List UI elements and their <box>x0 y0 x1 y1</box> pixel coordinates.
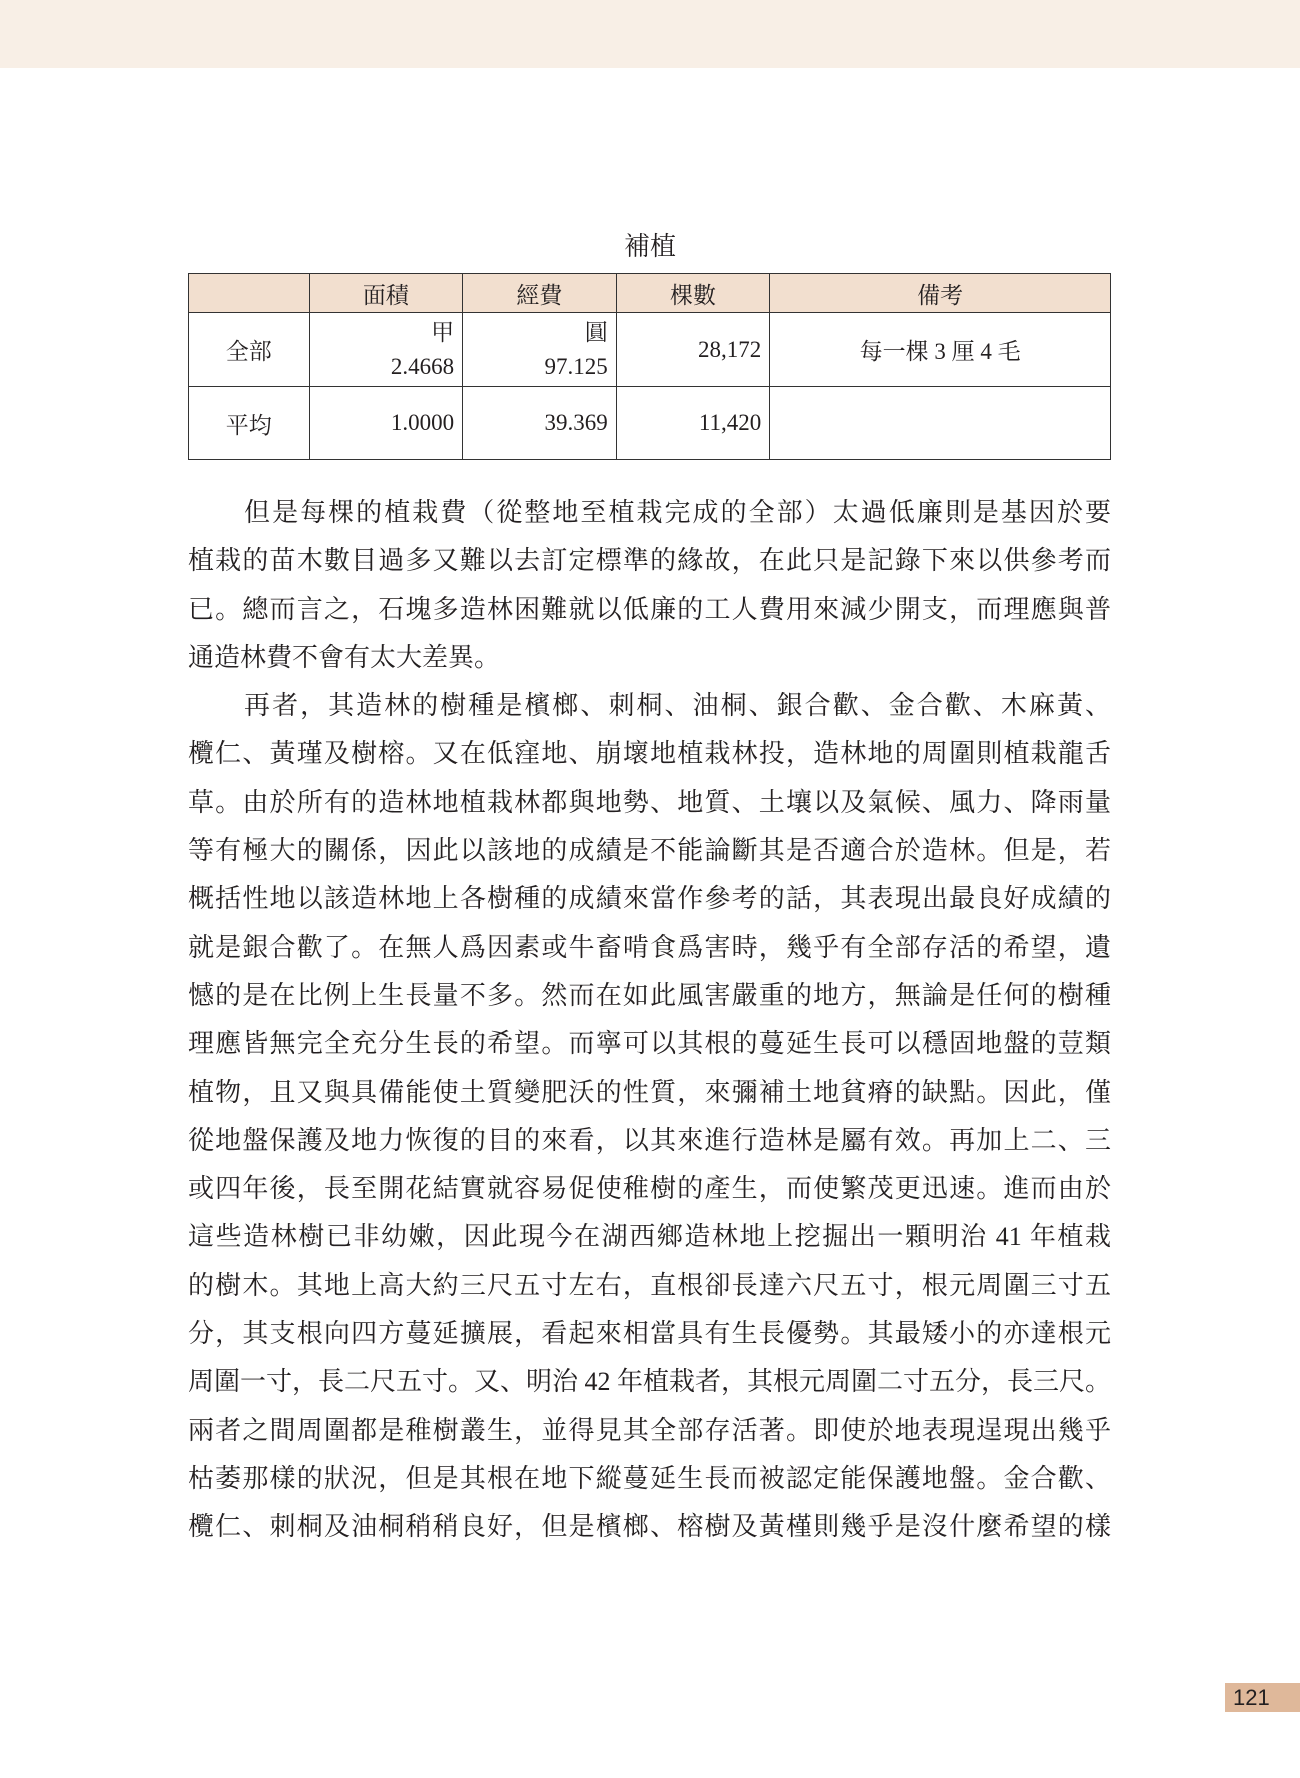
area-value: 2.4668 <box>390 353 455 379</box>
text-line: 周圍一寸，長二尺五寸。又、明治 42 年植栽者，其根元周圍二寸五分，長三尺。 <box>188 1367 1112 1397</box>
header-cell-cost: 經費 <box>463 274 617 313</box>
header-cell-count: 棵數 <box>616 274 770 313</box>
text-line: 欖仁、黃瑾及樹榕。又在低窪地、崩壞地植栽林投，造林地的周圍則植栽龍舌 <box>188 739 1111 769</box>
text-line: 從地盤保護及地力恢復的目的來看，以其來進行造林是屬有效。再加上二、三 <box>188 1125 1111 1155</box>
table-header-row <box>189 274 1111 313</box>
text-line: 就是銀合歡了。在無人爲因素或牛畜啃食爲害時，幾乎有全部存活的希望，遺 <box>188 932 1111 962</box>
area-unit: 甲 <box>431 319 455 345</box>
text-line: 理應皆無完全充分生長的希望。而寧可以其根的蔓延生長可以穩固地盤的荳類 <box>188 1029 1111 1059</box>
text-line: 植栽的苗木數目過多又難以去訂定標準的緣故，在此只是記錄下來以供參考而 <box>188 546 1111 576</box>
text-line: 植物，且又與具備能使土質變肥沃的性質，來彌補土地貧瘠的缺點。因此，僅 <box>188 1077 1111 1107</box>
text-line: 等有極大的關係，因此以該地的成績是不能論斷其是否適合於造林。但是，若 <box>188 836 1111 866</box>
text-line: 這些造林樹已非幼嫩，因此現今在湖西鄉造林地上挖掘出一顆明治 41 年植栽 <box>188 1222 1111 1252</box>
body-text <box>188 489 1111 1552</box>
text-line: 的樹木。其地上高大約三尺五寸左右，直根卻長達六尺五寸，根元周圍三寸五 <box>188 1270 1111 1300</box>
cost-cell: 39.369 <box>463 387 617 460</box>
row-label: 平均 <box>189 387 310 460</box>
table-row <box>189 387 1111 460</box>
note-cell <box>770 387 1111 460</box>
text-line: 已。總而言之，石塊多造林困難就以低廉的工人費用來減少開支，而理應與普 <box>188 594 1111 624</box>
cost-value: 97.125 <box>544 353 608 379</box>
count-cell: 11,420 <box>616 387 770 460</box>
header-cell-area: 面積 <box>309 274 463 313</box>
header-cell-empty <box>189 274 310 313</box>
table-caption: 補植 <box>623 232 676 261</box>
table-row <box>189 313 1111 387</box>
text-line: 概括性地以該造林地上各樹種的成績來當作參考的話，其表現出最良好成績的 <box>188 884 1111 914</box>
text-line: 兩者之間周圍都是稚樹叢生，並得見其全部存活著。即使於地表現逞現出幾乎 <box>188 1415 1111 1445</box>
area-cell: 1.0000 <box>309 387 463 460</box>
text-line: 欖仁、刺桐及油桐稍稍良好，但是檳榔、榕樹及黃槿則幾乎是沒什麼希望的樣 <box>188 1512 1111 1542</box>
text-line: 或四年後，長至開花結實就容易促使稚樹的產生，而使繁茂更迅速。進而由於 <box>188 1174 1111 1204</box>
text-line: 草。由於所有的造林地植栽林都與地勢、地質、土壤以及氣候、風力、降雨量 <box>188 787 1111 817</box>
text-line: 再者，其造林的樹種是檳榔、刺桐、油桐、銀合歡、金合歡、木麻黃、 <box>188 691 1111 721</box>
page-number: 121 <box>1225 1683 1300 1712</box>
cost-unit: 圓 <box>584 319 608 345</box>
text-line: 分，其支根向四方蔓延擴展，看起來相當具有生長優勢。其最矮小的亦達根元 <box>188 1319 1111 1349</box>
count-cell: 28,172 <box>616 313 770 387</box>
area-cell <box>309 313 463 387</box>
replanting-table <box>188 273 1111 460</box>
note-cell: 每一棵 3 厘 4 毛 <box>770 313 1111 387</box>
text-line: 通造林費不會有太大差異。 <box>188 642 501 672</box>
paragraph <box>188 682 1111 1551</box>
text-line: 憾的是在比例上生長量不多。然而在如此風害嚴重的地方，無論是任何的樹種 <box>188 980 1111 1010</box>
header-cell-note: 備考 <box>770 274 1111 313</box>
row-label: 全部 <box>189 313 310 387</box>
text-line: 但是每棵的植栽費（從整地至植栽完成的全部）太過低廉則是基因於要 <box>188 498 1111 527</box>
cost-cell <box>463 313 617 387</box>
text-line: 枯萎那樣的狀況，但是其根在地下縱蔓延生長而被認定能保護地盤。金合歡、 <box>188 1463 1111 1493</box>
paragraph <box>188 489 1111 682</box>
header-band <box>0 0 1300 68</box>
